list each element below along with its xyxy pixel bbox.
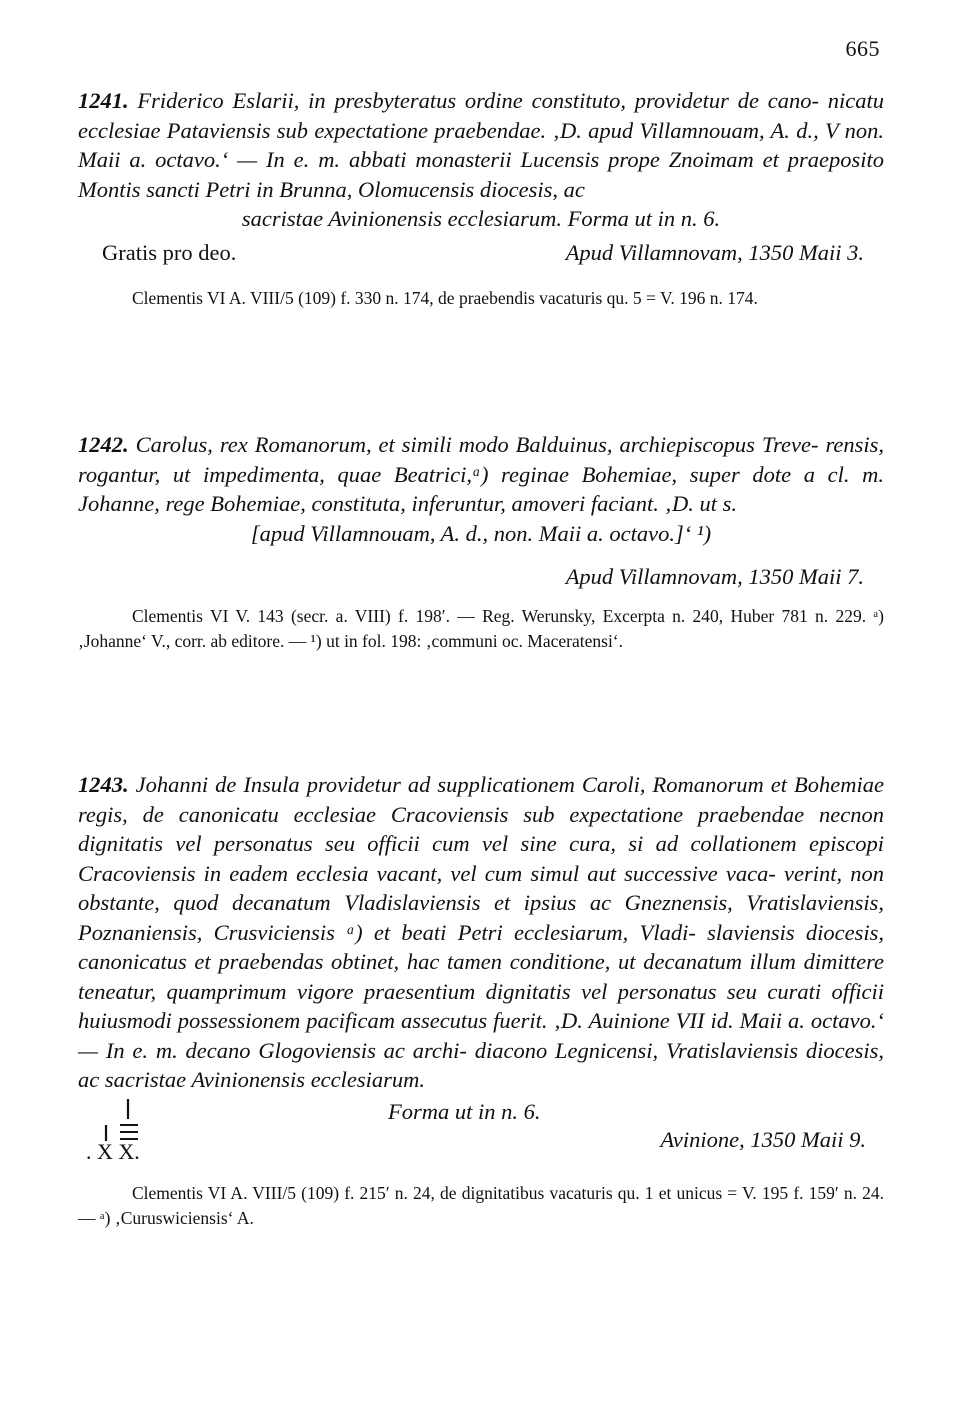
body-line: Friderico Eslarii, in presbyteratus ordine constituto, providetur de cano- xyxy=(137,88,819,113)
forma-line xyxy=(78,1095,884,1161)
entry-number: 1242. xyxy=(78,432,129,457)
body-line: vel personatus seu curati officii huiusmodi possessionem pacificam assecutus fuerit. xyxy=(78,978,884,1033)
gratis-note: Gratis pro deo. xyxy=(102,239,237,265)
body-line: necnon dignitatis vel personatus seu officii cum vel sine cura, si ad collationem xyxy=(78,801,885,856)
source-line: 195 f. 159′ n. 24. — ᵃ) ‚Curuswiciensis‘ A. xyxy=(78,1182,885,1228)
date-line xyxy=(78,234,884,270)
body-line: Znoimam et praeposito Montis sancti Petri in Brunna, Olomucensis diocesis, ac xyxy=(78,147,885,202)
body-line: A. d., V non. Maii a. octavo.‘ — In e. m. abbati monasterii Lucensis prope xyxy=(78,117,885,172)
entry-1241 xyxy=(78,86,884,311)
body-line: a cl. m. Johanne, rege Bohemiae, constituta, inferuntur, amoveri faciant. ‚D. ut s. xyxy=(78,461,884,516)
body-line: nicatu ecclesiae Pataviensis sub expectatione praebendae. ‚D. apud Villamnouam, xyxy=(78,88,885,143)
centered-line: [apud Villamnouam, A. d., non. Maii a. octavo.]‘ ¹) xyxy=(250,520,712,546)
source-note xyxy=(78,604,884,654)
place-date: Apud Villamnovam, 1350 Maii 3. xyxy=(565,239,864,265)
source-note xyxy=(78,1181,884,1231)
entry-body xyxy=(78,770,884,1095)
body-line: decanatum illum dimittere teneatur, quamprimum vigore praesentium dignitatis xyxy=(78,949,885,1004)
centered-line: sacristae Avinionensis ecclesiarum. Forma ut in n. 6. xyxy=(241,206,721,231)
place-date: Apud Villamnovam, 1350 Maii 7. xyxy=(565,564,864,589)
entry-1243 xyxy=(78,770,884,1231)
date-line xyxy=(78,548,884,592)
place-date: Avinione, 1350 Maii 9. xyxy=(660,1126,866,1152)
entry-body xyxy=(78,86,884,204)
forma-text: Forma ut in n. 6. xyxy=(388,1098,541,1124)
entry-1242 xyxy=(78,430,884,654)
body-line: ‚D. Auinione VII id. Maii a. octavo.‘ — In e. m. decano Glogoviensis ac archi- xyxy=(78,1008,885,1063)
body-line: Carolus, rex Romanorum, et simili modo Balduinus, archiepiscopus Treve- xyxy=(135,432,819,457)
body-line: diacono Legnicensi, Vratislaviensis diocesis, ac sacristae Avinionensis ecclesiarum. xyxy=(78,1037,884,1092)
entry-number: 1243. xyxy=(78,772,129,797)
entry-number: 1241. xyxy=(78,88,129,113)
source-line: Clementis VI A. VIII/5 (109) f. 215′ n. 24, de dignitatibus vacaturis qu. 1 et unicus = V. xyxy=(132,1182,757,1203)
body-line: Johanni de Insula providetur ad supplicationem Caroli, Romanorum et xyxy=(135,772,788,797)
page-number: 665 xyxy=(845,36,880,61)
body-line: verint, non obstante, quod decanatum Vladislaviensis et ipsius ac Gneznensis, xyxy=(78,860,884,915)
body-line: slaviensis diocesis, canonicatus et praebendas obtinet, hac tamen conditione, ut xyxy=(78,919,884,974)
tax-marks xyxy=(86,1095,176,1161)
source-note: Clementis VI A. VIII/5 (109) f. 330 n. 174, de praebendis vacaturis qu. 5 = V. 196 n. 174. xyxy=(132,287,758,308)
source-line: 781 n. 229. ᵃ) ‚Johanne‘ V., corr. ab editore. — ¹) ut in fol. 198: ‚communi oc. Maceratensi‘. xyxy=(78,606,884,651)
body-line: Vratislaviensis, Poznaniensis, Crusviciensis ᵃ) et beati Petri ecclesiarum, Vladi- xyxy=(78,890,884,945)
body-line: episcopi Cracoviensis in eadem ecclesia vacant, vel cum simul aut successive vaca- xyxy=(78,831,884,886)
body-line: rensis, rogantur, ut impedimenta, quae Beatrici,ᵃ) reginae Bohemiae, super dote xyxy=(78,432,885,487)
marks-text: . X X. xyxy=(86,1138,140,1161)
entry-body xyxy=(78,430,884,519)
body-line: Bohemiae regis, de canonicatu ecclesiae Cracoviensis sub expectatione praebendae xyxy=(78,772,885,827)
source-line: Clementis VI V. 143 (secr. a. VIII) f. 198′. — Reg. Werunsky, Excerpta n. 240, Huber xyxy=(132,606,775,626)
